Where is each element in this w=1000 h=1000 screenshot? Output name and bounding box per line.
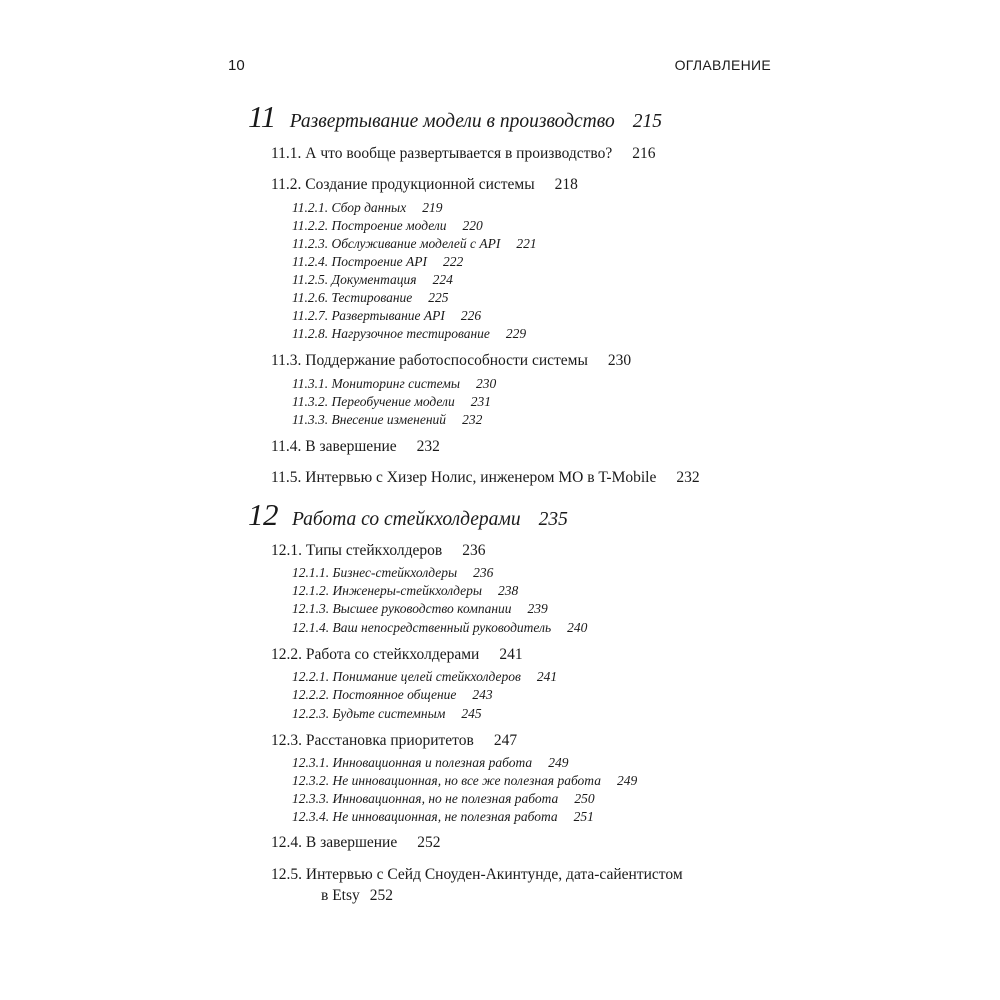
chapter-heading [248,99,662,135]
subsection-page-number: 220 [462,218,483,233]
subsection-title: 11.2.6. Тестирование [292,290,413,305]
toc-section [271,834,440,852]
toc-subsection [292,394,491,410]
section-title: 12.1. Типы стейкхолдеров [271,542,443,559]
subsection-page-number: 250 [574,791,595,806]
subsection-page-number: 230 [476,376,497,391]
subsection-page-number: 251 [573,809,594,824]
subsection-page-number: 241 [536,669,558,684]
toc-subsection [292,773,637,789]
page-number: 10 [228,57,245,74]
chapter-title: Развертывание модели в производство [289,111,615,132]
section-page-number: 252 [369,887,393,904]
subsection-title: 12.3.2. Не инновационная, но все же полезная работа [292,773,601,788]
chapter-page-number: 235 [538,509,568,530]
section-title: 12.3. Расстановка приоритетов [271,732,474,749]
subsection-title: 12.2.1. Понимание целей стейкхолдеров [292,669,521,684]
subsection-title: 12.1.3. Высшее руководство компании [292,601,512,616]
subsection-title: 11.3.2. Переобучение модели [292,394,455,409]
subsection-page-number: 229 [505,326,527,341]
subsection-page-number: 231 [470,394,491,409]
section-title-cont-text: в Etsy [321,887,360,904]
toc-subsection [292,290,449,306]
toc-subsection [292,809,594,825]
subsection-page-number: 238 [498,583,519,598]
toc-section [271,176,578,194]
toc-section [271,145,656,163]
toc-section [271,646,523,664]
toc-section [271,542,485,560]
subsection-title: 12.1.2. Инженеры-стейкхолдеры [292,583,483,598]
toc-subsection [292,376,496,392]
subsection-page-number: 249 [548,755,569,770]
section-page-number: 241 [499,646,523,663]
section-title: 11.5. Интервью с Хизер Нолис, инженером МО в T-Mobile [271,469,657,486]
subsection-title: 12.2.3. Будьте системным [292,706,446,721]
toc-subsection [292,308,481,324]
toc-subsection [292,218,483,234]
section-page-number: 230 [607,352,632,369]
subsection-title: 12.2.2. Постоянное общение [292,687,457,702]
subsection-title: 12.3.3. Инновационная, но не полезная работа [292,791,559,806]
section-page-number: 247 [493,732,518,749]
toc-section [271,469,700,487]
subsection-title: 12.1.1. Бизнес-стейкхолдеры [292,565,458,580]
toc-section [271,438,440,456]
section-page-number: 252 [417,834,441,851]
toc-subsection [292,791,595,807]
subsection-page-number: 249 [616,773,638,788]
toc-subsection [292,601,548,617]
subsection-page-number: 232 [462,412,483,427]
section-page-number: 232 [416,438,440,455]
subsection-title: 11.2.1. Сбор данных [292,200,407,215]
section-page-number: 232 [676,469,700,486]
toc-subsection [292,620,587,636]
chapter-number: 12 [248,497,278,532]
subsection-title: 11.2.3. Обслуживание моделей с API [292,236,501,251]
toc-subsection [292,565,493,581]
toc-section [271,732,517,750]
subsection-page-number: 240 [567,620,588,635]
toc-subsection [292,326,526,342]
subsection-title: 11.3.1. Мониторинг системы [292,376,460,391]
section-title-continuation [271,885,683,906]
subsection-page-number: 243 [472,687,493,702]
section-title: 11.2. Создание продукционной системы [271,176,535,193]
toc-subsection [292,755,568,771]
section-page-number: 236 [462,542,486,559]
section-title: 12.5. Интервью с Сейд Сноуден-Акинтунде, дата-сайентистом [271,866,683,883]
section-page-number: 216 [632,145,656,162]
subsection-page-number: 221 [516,236,537,251]
toc-section [271,352,631,370]
toc-subsection [292,412,482,428]
chapter-heading [248,497,568,533]
section-title: 11.1. А что вообще развертывается в производство? [271,145,613,162]
subsection-page-number: 236 [473,565,494,580]
section-page-number: 218 [554,176,578,193]
section-title: 11.4. В завершение [271,438,397,455]
chapter-page-number: 215 [632,111,662,132]
subsection-title: 11.2.5. Документация [292,272,417,287]
toc-subsection [292,254,463,270]
running-head: ОГЛАВЛЕНИЕ [674,57,771,73]
toc-subsection [292,687,493,703]
toc-section [271,864,683,906]
subsection-page-number: 219 [422,200,443,215]
toc-subsection [292,583,518,599]
section-title: 12.2. Работа со стейкхолдерами [271,646,480,663]
subsection-title: 12.3.1. Инновационная и полезная работа [292,755,533,770]
chapter-title: Работа со стейкхолдерами [292,509,521,530]
subsection-page-number: 245 [461,706,482,721]
toc-subsection [292,200,442,216]
subsection-page-number: 225 [428,290,449,305]
toc-subsection [292,706,482,722]
subsection-title: 12.3.4. Не инновационная, не полезная работа [292,809,558,824]
chapter-number: 11 [248,99,276,134]
subsection-page-number: 224 [432,272,453,287]
subsection-title: 12.1.4. Ваш непосредственный руководитель [292,620,552,635]
section-title: 11.3. Поддержание работоспособности системы [271,352,588,369]
section-title: 12.4. В завершение [271,834,398,851]
subsection-title: 11.2.4. Построение API [292,254,428,269]
toc-subsection [292,272,453,288]
subsection-page-number: 222 [443,254,464,269]
toc-subsection [292,669,557,685]
subsection-title: 11.2.8. Нагрузочное тестирование [292,326,490,341]
subsection-title: 11.2.2. Построение модели [292,218,447,233]
subsection-page-number: 226 [460,308,482,323]
toc-subsection [292,236,537,252]
subsection-title: 11.3.3. Внесение изменений [292,412,447,427]
subsection-title: 11.2.7. Развертывание API [292,308,445,323]
subsection-page-number: 239 [527,601,548,616]
